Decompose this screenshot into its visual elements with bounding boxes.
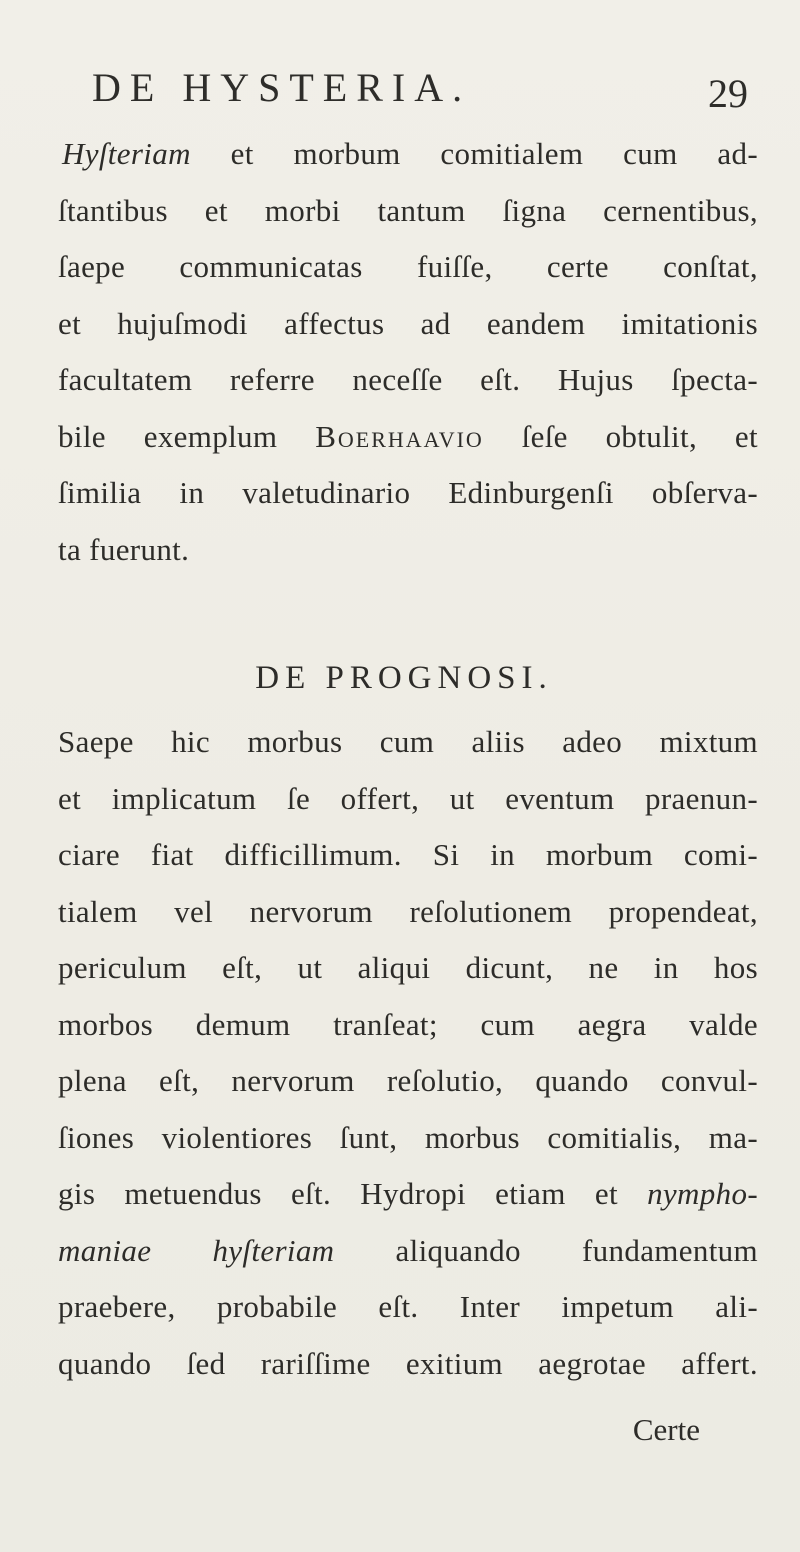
section-heading: DE PROGNOSI. bbox=[255, 660, 553, 696]
text-line bbox=[58, 771, 758, 828]
text-line bbox=[58, 126, 758, 183]
text-line bbox=[58, 1053, 758, 1110]
paragraph-prognosis bbox=[58, 714, 758, 1392]
text-line bbox=[58, 1279, 758, 1336]
text-segment: periculum eſt, ut aliqui dicunt, ne in hos bbox=[58, 950, 758, 985]
text-segment: et implicatum ſe offert, ut eventum praenun- bbox=[58, 780, 758, 816]
text-line bbox=[58, 522, 758, 579]
text-segment: Saepe hic morbus cum aliis adeo mixtum bbox=[58, 724, 758, 759]
text-segment: ciare fiat difficillimum. Si in morbum comi- bbox=[58, 837, 758, 872]
text-line bbox=[58, 1166, 758, 1223]
paragraph-hysteria-imitation bbox=[58, 126, 758, 578]
text-line bbox=[58, 183, 758, 240]
text-segment: ſtantibus et morbi tantum ſigna cernentibus, bbox=[58, 192, 758, 228]
text-segment: plena eſt, nervorum reſolutio, quando convul- bbox=[58, 1063, 758, 1098]
text-line bbox=[58, 352, 758, 409]
running-title: DE HYSTERIA. bbox=[92, 65, 472, 110]
text-segment: ſimilia in valetudinario Edinburgenſi obſerva- bbox=[58, 475, 758, 510]
catchword: Certe bbox=[632, 1412, 700, 1447]
text-segment: gis metuendus eſt. Hydropi etiam et bbox=[58, 1176, 648, 1211]
text-segment: Hyſteriam bbox=[62, 136, 191, 171]
text-segment: nympho- bbox=[647, 1176, 758, 1211]
text-line bbox=[58, 714, 758, 771]
text-segment: quando ſed rariſſime exitium aegrotae affert. bbox=[58, 1345, 758, 1381]
text-segment: ſiones violentiores ſunt, morbus comitialis, ma- bbox=[58, 1119, 758, 1155]
text-segment: Boerhaavio bbox=[315, 418, 484, 454]
text-line bbox=[58, 1336, 758, 1393]
text-segment: ta fuerunt. bbox=[58, 531, 190, 567]
text-line bbox=[58, 884, 758, 941]
text-segment: bile exemplum bbox=[58, 418, 316, 454]
text-line bbox=[58, 997, 758, 1054]
text-segment: praebere, probabile eſt. Inter impetum ali- bbox=[58, 1289, 758, 1324]
text-segment: et hujuſmodi affectus ad eandem imitationis bbox=[58, 305, 758, 341]
text-line bbox=[58, 465, 758, 522]
text-segment: facultatem referre neceſſe eſt. Hujus ſpecta- bbox=[58, 362, 758, 397]
text-line bbox=[58, 296, 758, 353]
text-line bbox=[58, 409, 758, 466]
text-segment: ſaepe communicatas fuiſſe, certe conſtat, bbox=[58, 249, 758, 284]
text-segment: tialem vel nervorum reſolutionem propendeat, bbox=[58, 893, 758, 929]
text-segment: morbos demum tranſeat; cum aegra valde bbox=[58, 1006, 758, 1042]
running-head bbox=[0, 60, 800, 120]
text-line bbox=[58, 827, 758, 884]
text-segment: aliquando fundamentum bbox=[334, 1232, 758, 1268]
text-line bbox=[58, 1223, 758, 1280]
text-line bbox=[58, 940, 758, 997]
page-number: 29 bbox=[708, 71, 748, 116]
text-segment: maniae hyſteriam bbox=[58, 1232, 335, 1268]
text-segment: et morbum comitialem cum ad- bbox=[190, 136, 758, 171]
text-line bbox=[58, 239, 758, 296]
text-line bbox=[58, 1110, 758, 1167]
text-segment: ſeſe obtulit, et bbox=[483, 418, 758, 454]
